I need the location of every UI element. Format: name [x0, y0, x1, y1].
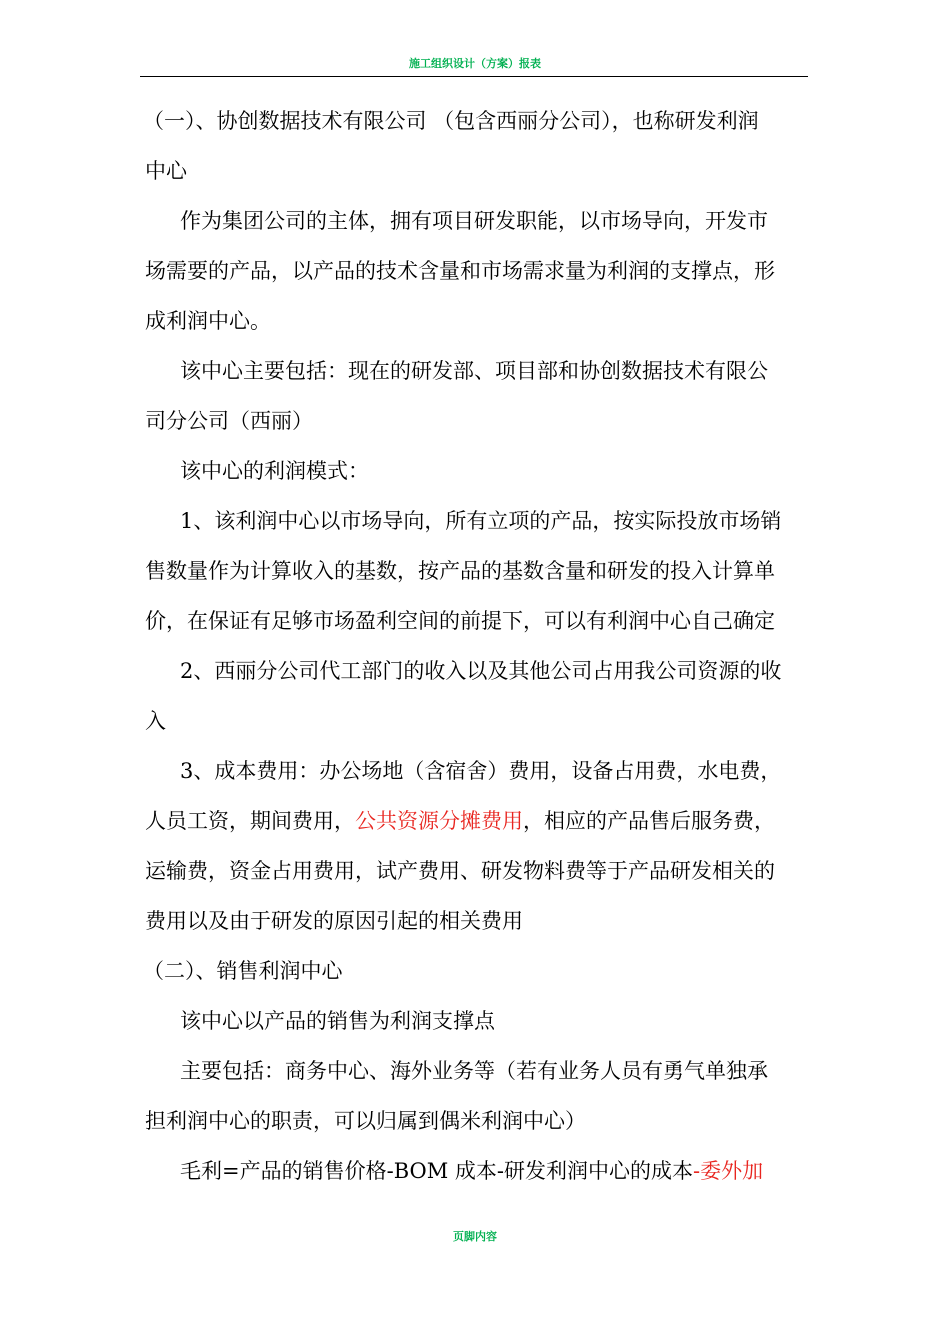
- paragraph-line: 该中心的利润模式：: [180, 459, 369, 483]
- header-divider: [140, 76, 808, 77]
- paragraph-line: 担利润中心的职责，可以归属到偶米利润中心）: [145, 1109, 586, 1133]
- paragraph-line: 作为集团公司的主体，拥有项目研发职能，以市场导向，开发市: [180, 209, 768, 233]
- paragraph-line: 主要包括：商务中心、海外业务等（若有业务人员有勇气单独承: [180, 1059, 768, 1083]
- list-item-1-line: 售数量作为计算收入的基数，按产品的基数含量和研发的投入计算单: [145, 559, 775, 583]
- section-2-heading: （二）、销售利润中心: [143, 959, 343, 983]
- highlighted-text: -委外加: [693, 1159, 764, 1183]
- paragraph-line: 司分公司（西丽）: [145, 409, 313, 433]
- paragraph-line: 该中心主要包括：现在的研发部、项目部和协创数据技术有限公: [180, 359, 768, 383]
- text-segment: 人员工资，期间费用，: [145, 809, 355, 833]
- list-item-3-line: 费用以及由于研发的原因引起的相关费用: [145, 909, 523, 933]
- list-item-1-line: 1、该利润中心以市场导向，所有立项的产品，按实际投放市场销: [180, 509, 782, 533]
- page-footer: 页脚内容: [453, 1230, 497, 1243]
- highlighted-text: 公共资源分摊费用: [355, 809, 523, 833]
- section-1-heading-line1: （一）、协创数据技术有限公司 （包含西丽分公司），也称研发利润: [143, 109, 759, 133]
- page-header: 施工组织设计（方案）报表: [409, 57, 541, 70]
- paragraph-line: 成利润中心。: [145, 309, 271, 333]
- text-segment: 毛利=产品的销售价格-BOM 成本-研发利润中心的成本: [180, 1159, 694, 1183]
- section-1-heading-line2: 中心: [145, 159, 187, 183]
- list-item-2-line: 2、西丽分公司代工部门的收入以及其他公司占用我公司资源的收: [180, 659, 782, 683]
- list-item-1-line: 价，在保证有足够市场盈利空间的前提下，可以有利润中心自己确定: [145, 609, 775, 633]
- list-item-3-line: 3、成本费用：办公场地（含宿舍）费用，设备占用费，水电费，: [180, 759, 782, 783]
- paragraph-line: 该中心以产品的销售为利润支撑点: [180, 1009, 495, 1033]
- list-item-3-line: [145, 808, 775, 834]
- text-segment: ，相应的产品售后服务费，: [523, 809, 775, 833]
- gross-profit-formula-line: [180, 1158, 763, 1184]
- paragraph-line: 场需要的产品，以产品的技术含量和市场需求量为利润的支撑点，形: [145, 259, 775, 283]
- list-item-3-line: 运输费，资金占用费用，试产费用、研发物料费等于产品研发相关的: [145, 859, 775, 883]
- list-item-2-line: 入: [145, 709, 166, 733]
